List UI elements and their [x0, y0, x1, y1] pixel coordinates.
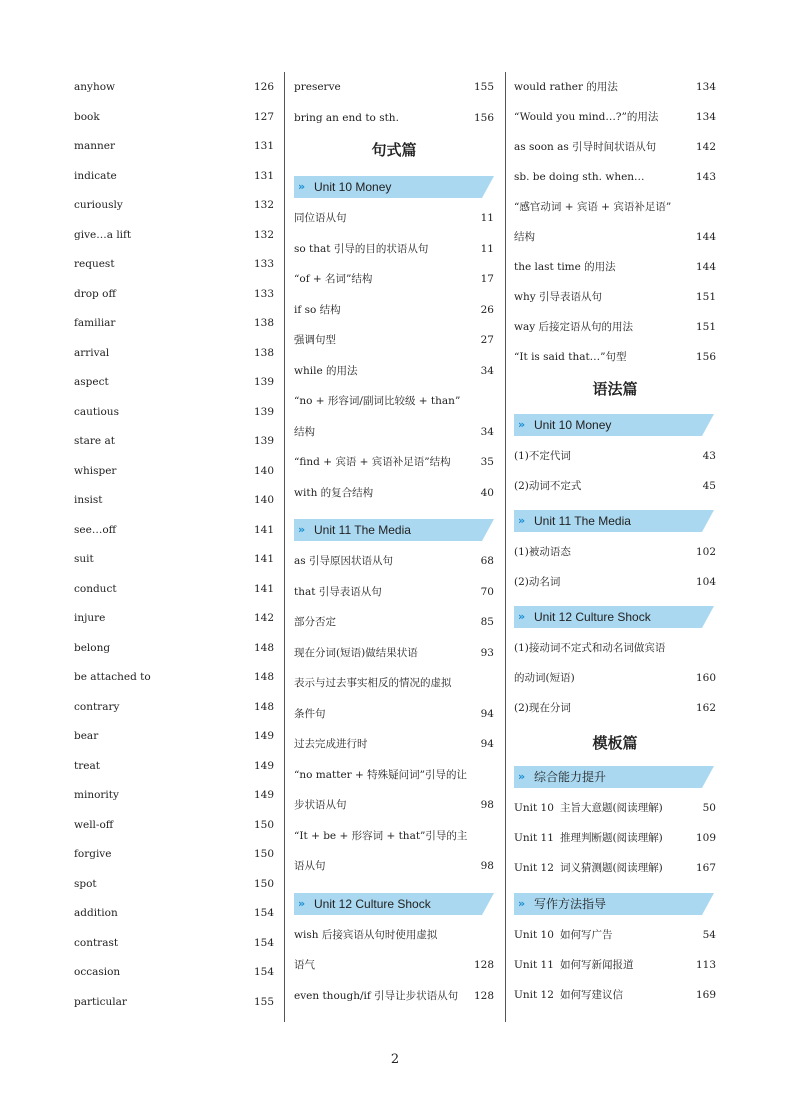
- template-entry: [514, 925, 716, 945]
- toc-entry: [294, 925, 494, 945]
- entry-page: 11: [480, 212, 494, 224]
- entry-page: 131: [253, 140, 274, 152]
- entry-page: 149: [253, 730, 274, 742]
- entry-title: contrast: [74, 936, 119, 949]
- entry-page: 151: [695, 321, 716, 333]
- entry-title: addition: [74, 907, 118, 919]
- toc-entry: [514, 77, 716, 97]
- vocab-entry: [74, 608, 274, 628]
- entry-title: curiously: [74, 199, 123, 211]
- entry-title: “Would you mind…?”的用法: [514, 111, 659, 123]
- entry-title: 如何写新闻报道: [560, 959, 634, 971]
- entry-title: (2)动名词: [514, 576, 561, 588]
- entry-title: manner: [74, 140, 115, 152]
- vocab-entry: [74, 903, 274, 923]
- unit-label: Unit 12 Culture Shock: [534, 610, 651, 624]
- entry-title: aspect: [74, 376, 109, 388]
- entry-page: 148: [253, 700, 274, 713]
- toc-entry: [294, 795, 494, 815]
- vocab-entry: [74, 874, 274, 894]
- entry-title: would rather 的用法: [514, 81, 618, 93]
- entry-page: 149: [253, 759, 274, 772]
- entry-page: 40: [480, 486, 494, 499]
- entry-title: 的动词(短语): [514, 672, 575, 684]
- entry-page: 70: [480, 585, 494, 598]
- entry-page: 54: [702, 929, 716, 941]
- entry-title: bear: [74, 730, 99, 742]
- entry-page: 45: [702, 480, 716, 492]
- entry-title: “感官动词 + 宾语 + 宾语补足语”: [514, 201, 672, 213]
- vocab-entry: [74, 136, 274, 156]
- vocab-entry: [74, 549, 274, 569]
- entry-page: 98: [480, 860, 494, 872]
- entry-page: 27: [480, 334, 494, 346]
- entry-title: stare at: [74, 435, 115, 447]
- toc-entry: [294, 330, 494, 350]
- unit-header-bar: [294, 519, 494, 541]
- entry-page: 141: [253, 553, 274, 565]
- toc-entry: [514, 167, 716, 187]
- entry-page: 139: [253, 435, 274, 447]
- entry-page: 138: [253, 346, 274, 359]
- entry-page: 143: [695, 171, 716, 183]
- unit-header-bar: [294, 893, 494, 915]
- page-number: 2: [390, 1052, 400, 1067]
- entry-page: 134: [695, 111, 716, 123]
- entry-title: forgive: [74, 848, 112, 860]
- entry-title: 推理判断题(阅读理解): [560, 832, 663, 844]
- entry-title: as soon as 引导时间状语从句: [514, 141, 657, 153]
- entry-title: contrary: [74, 700, 120, 713]
- entry-page: 104: [695, 576, 716, 588]
- vocab-entry: [74, 638, 274, 658]
- entry-title: anyhow: [74, 81, 116, 93]
- toc-entry: [514, 446, 716, 466]
- entry-title: drop off: [74, 287, 116, 300]
- entry-unit: Unit 10: [514, 802, 554, 814]
- entry-title: (1)接动词不定式和动名词做宾语: [514, 642, 666, 654]
- entry-title: (1)被动语态: [514, 546, 571, 558]
- entry-page: 98: [480, 799, 494, 811]
- vocab-entry: [74, 166, 274, 186]
- entry-title: even though/if 引导让步状语从句: [294, 989, 459, 1002]
- double-chevron-icon: »: [298, 180, 306, 193]
- entry-page: 94: [480, 707, 494, 720]
- unit-header-bar: [514, 893, 714, 915]
- entry-page: 126: [253, 81, 274, 93]
- section-title-sentence-patterns: 句式篇: [371, 141, 417, 159]
- entry-title: 结构: [294, 425, 315, 438]
- entry-page: 140: [253, 494, 274, 506]
- toc-entry: [294, 551, 494, 571]
- entry-title: be attached to: [74, 671, 151, 683]
- double-chevron-icon: »: [518, 610, 526, 623]
- double-chevron-icon: »: [518, 514, 526, 527]
- entry-title: spot: [74, 877, 97, 890]
- toc-entry: [294, 612, 494, 632]
- entry-page: 162: [695, 702, 716, 714]
- entry-title: “It + be + 形容词 + that”引导的主: [294, 829, 468, 842]
- vocab-entry: [74, 785, 274, 805]
- entry-page: 144: [695, 261, 716, 273]
- toc-entry: [294, 300, 494, 320]
- entry-page: 154: [253, 966, 274, 978]
- entry-unit: Unit 11: [514, 832, 554, 844]
- entry-title: (2)动词不定式: [514, 480, 582, 492]
- toc-entry: [294, 361, 494, 381]
- entry-title: 词义猜测题(阅读理解): [560, 862, 663, 874]
- entry-page: 155: [473, 81, 494, 93]
- toc-entry: [514, 107, 716, 127]
- entry-title: 部分否定: [294, 616, 336, 628]
- unit-label: 综合能力提升: [534, 770, 607, 784]
- entry-page: 150: [253, 818, 274, 831]
- vocab-entry: [74, 667, 274, 687]
- unit-header-bar: [514, 606, 714, 628]
- entry-title: book: [74, 110, 100, 123]
- entry-title: 表示与过去事实相反的情况的虚拟: [294, 677, 452, 689]
- entry-page: 68: [480, 555, 494, 567]
- entry-page: 43: [702, 450, 716, 462]
- entry-page: 85: [480, 616, 494, 628]
- entry-page: 140: [253, 464, 274, 477]
- entry-title: 如何写广告: [560, 929, 613, 941]
- entry-title: 步状语从句: [294, 799, 347, 811]
- unit-label: Unit 10 Money: [534, 418, 612, 432]
- entry-title: give…a lift: [74, 228, 132, 241]
- double-chevron-icon: »: [518, 418, 526, 431]
- entry-page: 149: [253, 789, 274, 801]
- entry-page: 132: [253, 199, 274, 211]
- entry-title: cautious: [74, 405, 119, 418]
- vocab-entry: [74, 195, 274, 215]
- unit-header-bar: [294, 176, 494, 198]
- entry-title: “find + 宾语 + 宾语补足语”结构: [294, 456, 451, 468]
- vocab-entry: [74, 490, 274, 510]
- entry-title: bring an end to sth.: [294, 111, 399, 124]
- vocab-entry: [74, 726, 274, 746]
- vocab-entry: [74, 461, 274, 481]
- vocab-entry: [74, 107, 274, 127]
- unit-header-bar: [514, 414, 714, 436]
- entry-page: 26: [480, 303, 494, 316]
- section-title-templates: 模板篇: [592, 734, 638, 752]
- vocab-entry: [74, 225, 274, 245]
- template-entry: [514, 955, 716, 975]
- toc-entry: [294, 452, 494, 472]
- entry-page: 128: [473, 989, 494, 1002]
- entry-title: as 引导原因状语从句: [294, 555, 393, 567]
- entry-page: 156: [473, 111, 494, 124]
- entry-page: 139: [253, 405, 274, 418]
- template-entry: [514, 798, 716, 818]
- entry-page: 142: [253, 612, 274, 624]
- toc-entry: [294, 826, 494, 846]
- entry-title: 条件句: [294, 707, 326, 720]
- entry-title: occasion: [74, 966, 121, 978]
- entry-title: wish 后接宾语从句时使用虚拟: [294, 928, 438, 941]
- template-entry: [514, 858, 716, 878]
- entry-title: that 引导表语从句: [294, 585, 382, 598]
- toc-entry: [294, 77, 494, 97]
- entry-page: 144: [695, 231, 716, 243]
- entry-title: 强调句型: [294, 334, 336, 346]
- toc-entry: [514, 668, 716, 688]
- double-chevron-icon: »: [298, 896, 306, 910]
- entry-title: (1)不定代词: [514, 450, 571, 462]
- entry-title: 同位语从句: [294, 212, 347, 224]
- entry-title: the last time 的用法: [514, 261, 616, 273]
- toc-entry: [514, 572, 716, 592]
- toc-entry: [514, 257, 716, 277]
- entry-page: 167: [695, 862, 716, 874]
- entry-page: 128: [473, 959, 494, 971]
- vocab-entry: [74, 77, 274, 97]
- entry-page: 34: [480, 425, 494, 438]
- toc-entry: [294, 239, 494, 259]
- entry-page: 148: [253, 671, 274, 683]
- entry-page: 138: [253, 317, 274, 329]
- toc-entry: [514, 476, 716, 496]
- vocab-entry: [74, 372, 274, 392]
- entry-title: with 的复合结构: [294, 486, 374, 499]
- entry-title: particular: [74, 995, 127, 1008]
- entry-title: while 的用法: [294, 364, 358, 377]
- toc-entry: [514, 197, 716, 217]
- entry-page: 109: [695, 832, 716, 844]
- entry-unit: Unit 12: [514, 862, 554, 874]
- entry-title: whisper: [74, 464, 117, 477]
- entry-page: 142: [695, 141, 716, 153]
- entry-title: 如何写建议信: [560, 989, 623, 1001]
- entry-page: 154: [253, 907, 274, 919]
- vocab-entry: [74, 254, 274, 274]
- toc-entry: [294, 986, 494, 1006]
- entry-title: “It is said that…”句型: [514, 351, 627, 363]
- unit-label: Unit 10 Money: [314, 180, 392, 194]
- entry-title: minority: [74, 789, 119, 801]
- entry-title: 主旨大意题(阅读理解): [560, 802, 663, 814]
- vocab-entry: [74, 284, 274, 304]
- toc-entry: [294, 856, 494, 876]
- entry-page: 151: [695, 291, 716, 303]
- entry-title: well-off: [74, 818, 114, 831]
- toc-entry: [294, 208, 494, 228]
- unit-label: Unit 11 The Media: [314, 523, 411, 537]
- entry-page: 127: [253, 110, 274, 123]
- toc-entry: [514, 698, 716, 718]
- entry-page: 17: [480, 273, 494, 285]
- vocab-entry: [74, 431, 274, 451]
- toc-entry: [294, 582, 494, 602]
- vocab-entry: [74, 756, 274, 776]
- section-title-grammar: 语法篇: [592, 380, 638, 398]
- entry-page: 154: [253, 936, 274, 949]
- column-divider-left: [284, 72, 285, 1022]
- entry-page: 150: [253, 848, 274, 860]
- vocab-entry: [74, 933, 274, 953]
- vocab-entry: [74, 343, 274, 363]
- unit-label: Unit 11 The Media: [534, 514, 631, 528]
- entry-title: arrival: [74, 346, 110, 359]
- entry-title: 语气: [294, 959, 315, 971]
- toc-entry: [514, 317, 716, 337]
- entry-title: indicate: [74, 169, 117, 182]
- column-divider-right: [505, 72, 506, 1022]
- entry-title: if so 结构: [294, 303, 341, 316]
- entry-title: 语从句: [294, 860, 326, 872]
- entry-page: 169: [695, 989, 716, 1001]
- entry-page: 11: [480, 242, 494, 255]
- entry-title: conduct: [74, 582, 117, 595]
- toc-entry: [514, 638, 716, 658]
- entry-page: 132: [253, 228, 274, 241]
- toc-entry: [294, 643, 494, 663]
- entry-unit: Unit 12: [514, 989, 554, 1001]
- toc-entry: [514, 542, 716, 562]
- entry-page: 134: [695, 81, 716, 93]
- vocab-entry: [74, 815, 274, 835]
- entry-page: 34: [480, 364, 494, 377]
- entry-page: 133: [253, 287, 274, 300]
- vocab-entry: [74, 402, 274, 422]
- entry-title: request: [74, 258, 115, 270]
- entry-title: injure: [74, 612, 106, 624]
- entry-page: 139: [253, 376, 274, 388]
- entry-page: 150: [253, 877, 274, 890]
- entry-title: treat: [74, 759, 100, 772]
- entry-title: 结构: [514, 231, 535, 243]
- vocab-entry: [74, 313, 274, 333]
- entry-page: 102: [695, 546, 716, 558]
- vocab-entry: [74, 520, 274, 540]
- double-chevron-icon: »: [518, 897, 526, 910]
- entry-unit: Unit 10: [514, 929, 554, 941]
- unit-header-bar: [514, 510, 714, 532]
- vocab-entry: [74, 579, 274, 599]
- double-chevron-icon: »: [298, 523, 306, 536]
- toc-entry: [294, 108, 494, 128]
- toc-entry: [514, 347, 716, 367]
- entry-page: 113: [695, 959, 716, 971]
- entry-page: 133: [253, 258, 274, 270]
- unit-label: 写作方法指导: [534, 897, 607, 911]
- entry-title: sb. be doing sth. when…: [514, 171, 645, 183]
- entry-page: 93: [480, 646, 494, 659]
- toc-entry: [294, 765, 494, 785]
- entry-page: 141: [253, 582, 274, 595]
- vocab-entry: [74, 992, 274, 1012]
- entry-title: suit: [74, 553, 94, 565]
- entry-page: 131: [253, 169, 274, 182]
- entry-title: way 后接定语从句的用法: [514, 321, 634, 333]
- entry-title: “no + 形容词/副词比较级 + than”: [294, 395, 461, 407]
- vocab-entry: [74, 962, 274, 982]
- toc-entry: [294, 704, 494, 724]
- entry-title: see…off: [74, 523, 117, 536]
- toc-entry: [514, 287, 716, 307]
- entry-title: insist: [74, 494, 103, 506]
- toc-entry: [294, 422, 494, 442]
- template-entry: [514, 985, 716, 1005]
- entry-title: belong: [74, 641, 111, 654]
- entry-title: “of + 名词”结构: [294, 273, 373, 285]
- entry-page: 141: [253, 523, 274, 536]
- entry-title: familiar: [74, 317, 116, 329]
- template-entry: [514, 828, 716, 848]
- entry-title: preserve: [294, 81, 341, 93]
- toc-entry: [294, 955, 494, 975]
- entry-page: 50: [702, 802, 716, 814]
- entry-page: 160: [695, 672, 716, 684]
- toc-entry: [514, 227, 716, 247]
- entry-unit: Unit 11: [514, 959, 554, 971]
- double-chevron-icon: »: [518, 770, 526, 783]
- entry-page: 155: [253, 995, 274, 1008]
- entry-title: “no matter + 特殊疑问词”引导的让: [294, 768, 468, 781]
- unit-label: Unit 12 Culture Shock: [314, 896, 431, 911]
- entry-title: (2)现在分词: [514, 702, 571, 714]
- entry-page: 148: [253, 641, 274, 654]
- vocab-entry: [74, 697, 274, 717]
- unit-header-bar: [514, 766, 714, 788]
- entry-page: 94: [480, 738, 494, 750]
- entry-title: 现在分词(短语)做结果状语: [294, 646, 418, 659]
- vocab-entry: [74, 844, 274, 864]
- entry-title: so that 引导的目的状语从句: [294, 242, 429, 255]
- toc-entry: [294, 269, 494, 289]
- entry-title: why 引导表语从句: [514, 291, 603, 303]
- toc-entry: [294, 483, 494, 503]
- entry-page: 35: [480, 456, 494, 468]
- toc-entry: [294, 673, 494, 693]
- toc-entry: [514, 137, 716, 157]
- entry-page: 156: [695, 351, 716, 363]
- entry-title: 过去完成进行时: [294, 738, 368, 750]
- toc-entry: [294, 391, 494, 411]
- toc-entry: [294, 734, 494, 754]
